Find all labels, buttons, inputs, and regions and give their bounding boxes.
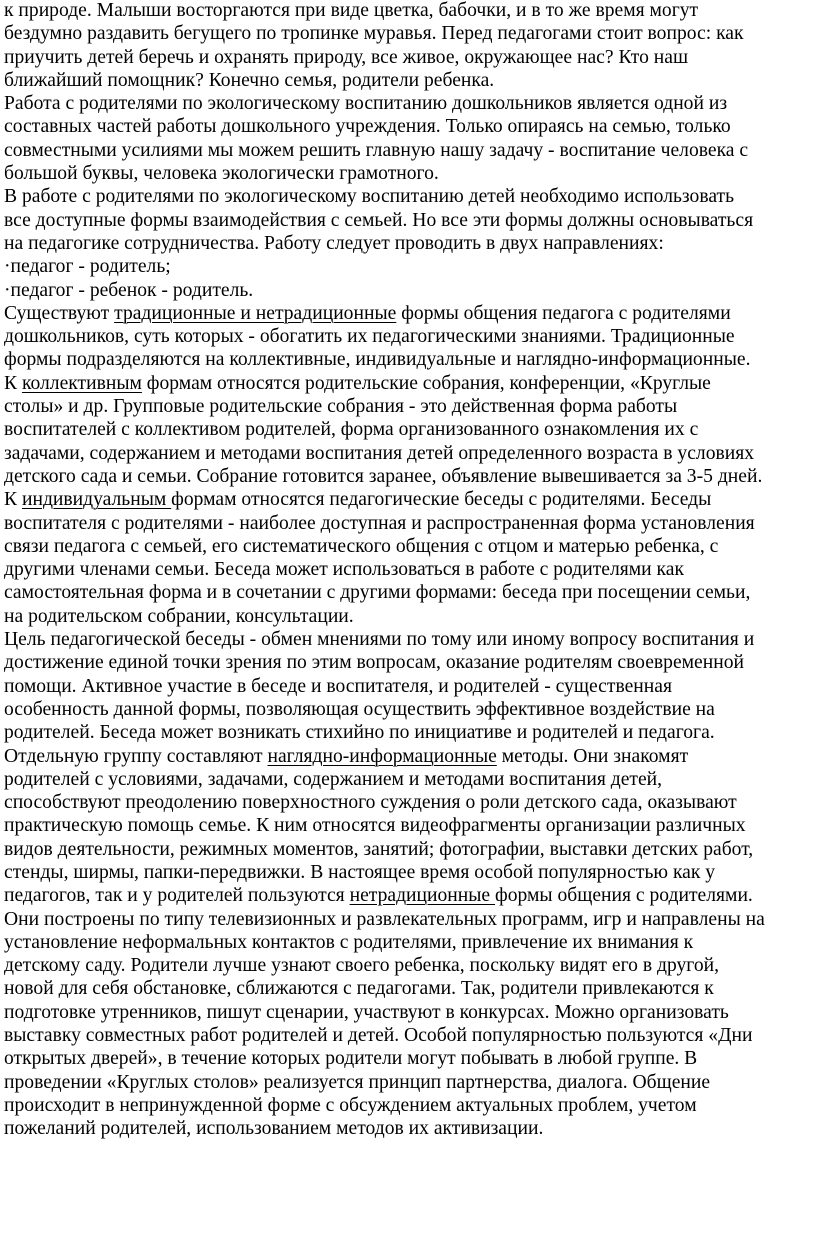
text-run: особенность данной формы, позволяющая осуществить эффективное воздействие на [4,698,715,720]
text-run: пожеланий родителей, использованием методов их активизации. [4,1118,544,1140]
text-run: ·педагог - ребенок - родитель. [4,279,254,301]
text-line [4,255,811,278]
text-line [4,1001,811,1024]
text-run: Работа с родителями по экологическому воспитанию дошкольников является одной из [4,93,728,115]
text-line [4,1094,811,1117]
text-line [4,442,811,465]
text-line [4,418,811,441]
text-run: подготовке утренников, пишут сценарии, участвуют в конкурсах. Можно организовать [4,1001,729,1023]
text-line [4,69,811,92]
text-run: воспитателя с родителями - наиболее доступная и распространенная форма установления [4,512,755,534]
text-run: формам относятся педагогические беседы с родителями. Беседы [171,489,712,511]
text-run: формы общения с родителями. [495,885,753,907]
text-line [4,861,811,884]
text-run: связи педагога с семьей, его систематического общения с отцом и матерью ребенка, с [4,535,719,557]
text-line [4,0,811,22]
text-line [4,814,811,837]
text-run: другими членами семьи. Беседа может использоваться в работе с родителями как [4,559,684,581]
text-line [4,745,811,768]
text-run: Отдельную группу составляют [4,745,268,767]
text-line [4,512,811,535]
text-run: бездумно раздавить бегущего по тропинке муравья. Перед педагогами стоит вопрос: как [4,23,744,45]
text-run: составных частей работы дошкольного учреждения. Только опираясь на семью, только [4,116,731,138]
text-line [4,395,811,418]
text-run: приучить детей беречь и охранять природу, все живое, окружающее нас? Кто наш [4,46,689,68]
text-run: формы общения педагога с родителями [396,302,731,324]
underlined-term: наглядно-информационные [267,745,497,767]
text-run: открытых дверей», в течение которых родители могут побывать в любой группе. В [4,1048,698,1070]
text-line [4,535,811,558]
text-line [4,22,811,45]
text-line [4,162,811,185]
text-run: проведении «Круглых столов» реализуется принцип партнерства, диалога. Общение [4,1071,711,1093]
text-run: самостоятельная форма и в сочетании с другими формами: беседа при посещении семьи, [4,582,751,604]
text-line [4,302,811,325]
underlined-term: нетрадиционные [349,885,496,907]
text-line [4,92,811,115]
text-line [4,698,811,721]
text-line [4,884,811,907]
text-run: К [4,489,22,511]
text-run: столы» и др. Групповые родительские собрания - это действенная форма работы [4,396,678,418]
text-line [4,558,811,581]
text-run: происходит в непринужденной форме с обсуждением актуальных проблем, учетом [4,1094,697,1116]
text-run: новой для себя обстановке, сближаются с педагогами. Так, родители привлекаются к [4,978,714,1000]
text-run: на педагогике сотрудничества. Работу следует проводить в двух направлениях: [4,232,664,254]
text-line [4,1117,811,1140]
text-run: практическую помощь семье. К ним относятся видеофрагменты организации различных [4,815,746,837]
text-run: дошкольников, суть которых - обогатить их педагогическими знаниями. Традиционные [4,326,735,348]
text-line [4,931,811,954]
text-line [4,348,811,371]
text-run: педагогов, так и у родителей пользуются [4,885,350,907]
text-line [4,1024,811,1047]
text-line [4,908,811,931]
text-run: детскому саду. Родители лучше узнают своего ребенка, поскольку видят его в другой, [4,955,720,977]
text-line [4,605,811,628]
text-line [4,232,811,255]
text-run: ближайший помощник? Конечно семья, родители ребенка. [4,69,495,91]
text-line [4,838,811,861]
text-run: методы. Они знакомят [496,745,689,767]
text-line [4,325,811,348]
underlined-term: индивидуальным [21,489,172,511]
underlined-term: коллективным [21,372,142,394]
text-run: установление неформальных контактов с родителями, привлечение их внимания к [4,931,694,953]
text-run: детского сада и семьи. Собрание готовится заранее, объявление вывешивается за 3-5 дней. [4,465,763,487]
text-run: достижение единой точки зрения по этим вопросам, оказание родителям своевременной [4,652,745,674]
text-line [4,651,811,674]
underlined-term: традиционные и нетрадиционные [114,302,397,324]
text-run: выставку совместных работ родителей и детей. Особой популярностью пользуются «Дни [4,1025,753,1047]
text-line [4,954,811,977]
text-line [4,977,811,1000]
text-run: ·педагог - родитель; [4,256,171,278]
text-line [4,721,811,744]
text-run: видов деятельности, режимных моментов, занятий; фотографии, выставки детских работ, [4,838,754,860]
text-run: Существуют [4,302,115,324]
text-line [4,1071,811,1094]
text-line [4,628,811,651]
text-line [4,465,811,488]
text-line [4,791,811,814]
text-run: воспитателей с коллективом родителей, форма организованного ознакомления их с [4,419,699,441]
text-run: К [4,372,22,394]
text-run: стенды, ширмы, папки-передвижки. В настоящее время особой популярностью как у [4,861,716,883]
text-run: родителей с условиями, задачами, содержанием и методами воспитания детей, [4,768,663,790]
text-line [4,46,811,69]
text-line [4,185,811,208]
text-line [4,488,811,511]
text-line [4,279,811,302]
text-run: Они построены по типу телевизионных и развлекательных программ, игр и направлены на [4,908,765,930]
text-run: на родительском собрании, консультации. [4,605,354,627]
text-line [4,581,811,604]
text-line [4,139,811,162]
text-run: помощи. Активное участие в беседе и воспитателя, и родителей - существенная [4,675,672,697]
text-run: В работе с родителями по экологическому воспитанию детей необходимо использовать [4,186,735,208]
text-run: совместными усилиями мы можем решить главную нашу задачу - воспитание человека с [4,139,749,161]
text-run: способствуют преодолению поверхностного суждения о роли детского сада, оказывают [4,792,737,814]
text-run: формам относятся родительские собрания, конференции, «Круглые [141,372,711,394]
text-run: родителей. Беседа может возникать стихийно по инициативе и родителей и педагога. [4,722,715,744]
text-line [4,768,811,791]
text-run: Цель педагогической беседы - обмен мнениями по тому или иному вопросу воспитания и [4,629,755,651]
text-run: задачами, содержанием и методами воспитания детей определенного возраста в условиях [4,442,755,464]
text-run: формы подразделяются на коллективные, индивидуальные и наглядно-информационные. [4,349,751,371]
text-run: к природе. Малыши восторгаются при виде цветка, бабочки, и в то же время могут [4,0,699,21]
text-run: все доступные формы взаимодействия с семьей. Но все эти формы должны основываться [4,209,754,231]
text-line [4,1047,811,1070]
text-line [4,115,811,138]
text-line [4,675,811,698]
text-line [4,372,811,395]
text-run: большой буквы, человека экологически грамотного. [4,163,439,185]
text-line [4,209,811,232]
